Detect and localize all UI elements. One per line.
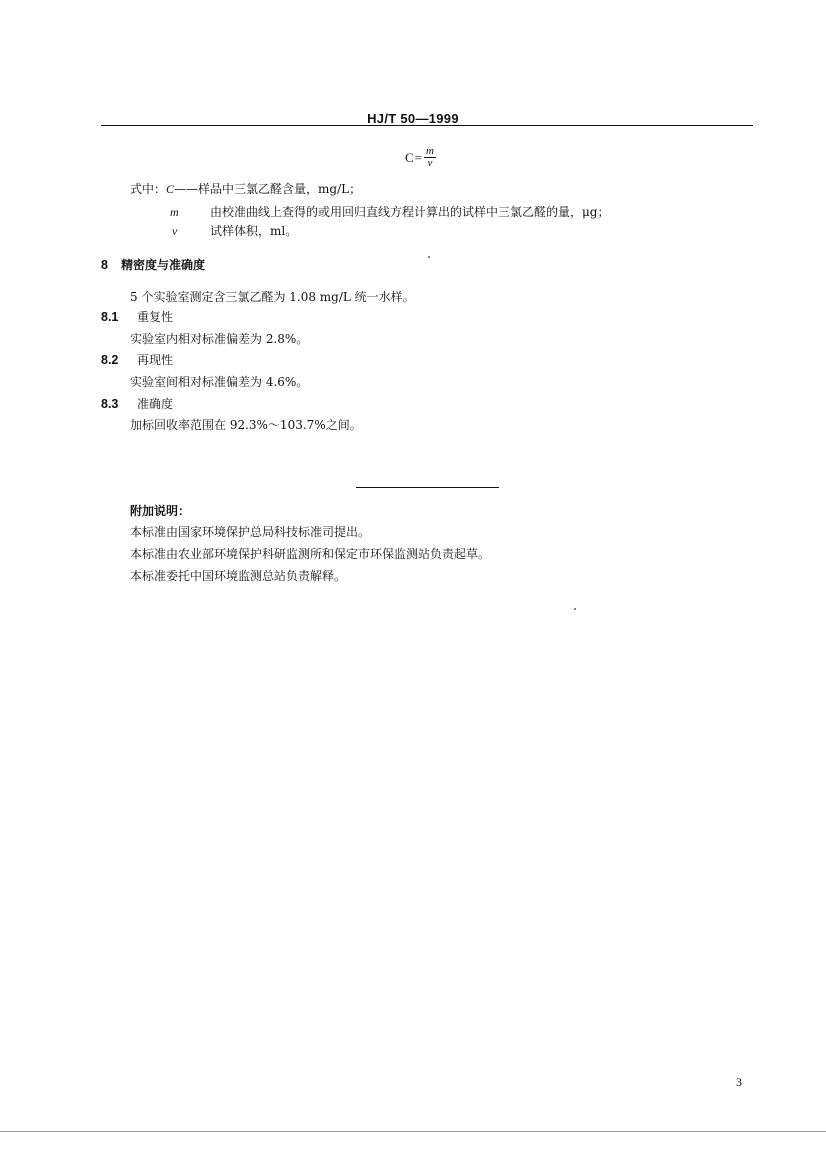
subsection-number: 8.3 [101,397,119,411]
formula-fraction [424,146,436,169]
definition-intro: 式中： [130,182,167,196]
formula-denominator: v [427,157,433,169]
definition-dash: —— [174,182,199,196]
subsection-8-1-text: 实验室内相对标准偏差为 2.8%。 [130,332,309,346]
scan-speck [428,256,430,258]
definition-text: 试样体积，ml。 [210,224,298,238]
appendix-title: 附加说明： [130,504,191,518]
subsection-8-2-heading [101,351,173,368]
section-8-intro: 5 个实验室测定含三氯乙醛为 1.08 mg/L 统一水样。 [130,290,415,304]
page-number: 3 [736,1075,742,1089]
section-title: 精密度与准确度 [121,258,206,272]
document-code: HJ/T 50—1999 [367,111,459,126]
subsection-8-3-heading [101,395,173,412]
subsection-8-1-heading [101,308,173,325]
scan-speck [574,608,576,610]
header-rule [101,125,753,126]
formula-numerator: m [426,145,434,157]
section-8-heading [101,256,205,273]
definition-c [130,180,361,197]
definition-var: C [166,182,175,196]
subsection-title: 重复性 [137,310,174,324]
footer-rule [0,1131,826,1132]
subsection-number: 8.2 [101,353,119,367]
subsection-number: 8.1 [101,310,119,324]
definition-var: m [170,205,179,219]
section-number: 8 [101,258,108,272]
definition-v [172,222,297,239]
definition-text: 样品中三氯乙醛含量，mg/L； [198,182,362,196]
definition-var: v [172,224,178,238]
definition-m [170,203,609,220]
subsection-title: 再现性 [137,353,174,367]
appendix-line: 本标准由农业部环境保护科研监测所和保定市环保监测站负责起草。 [130,547,491,561]
appendix-line: 本标准委托中国环境监测总站负责解释。 [130,569,347,583]
definition-text: 由校准曲线上查得的或用回归直线方程计算出的试样中三氯乙醛的量，μg； [210,205,610,219]
subsection-title: 准确度 [137,397,174,411]
formula-lhs: C [405,149,414,165]
formula [405,146,436,169]
appendix-line: 本标准由国家环境保护总局科技标准司提出。 [130,525,371,539]
subsection-8-2-text: 实验室间相对标准偏差为 4.6%。 [130,375,309,389]
subsection-8-3-text: 加标回收率范围在 92.3%～103.7%之间。 [130,418,362,432]
formula-equals: = [414,149,423,165]
section-divider [356,487,499,488]
